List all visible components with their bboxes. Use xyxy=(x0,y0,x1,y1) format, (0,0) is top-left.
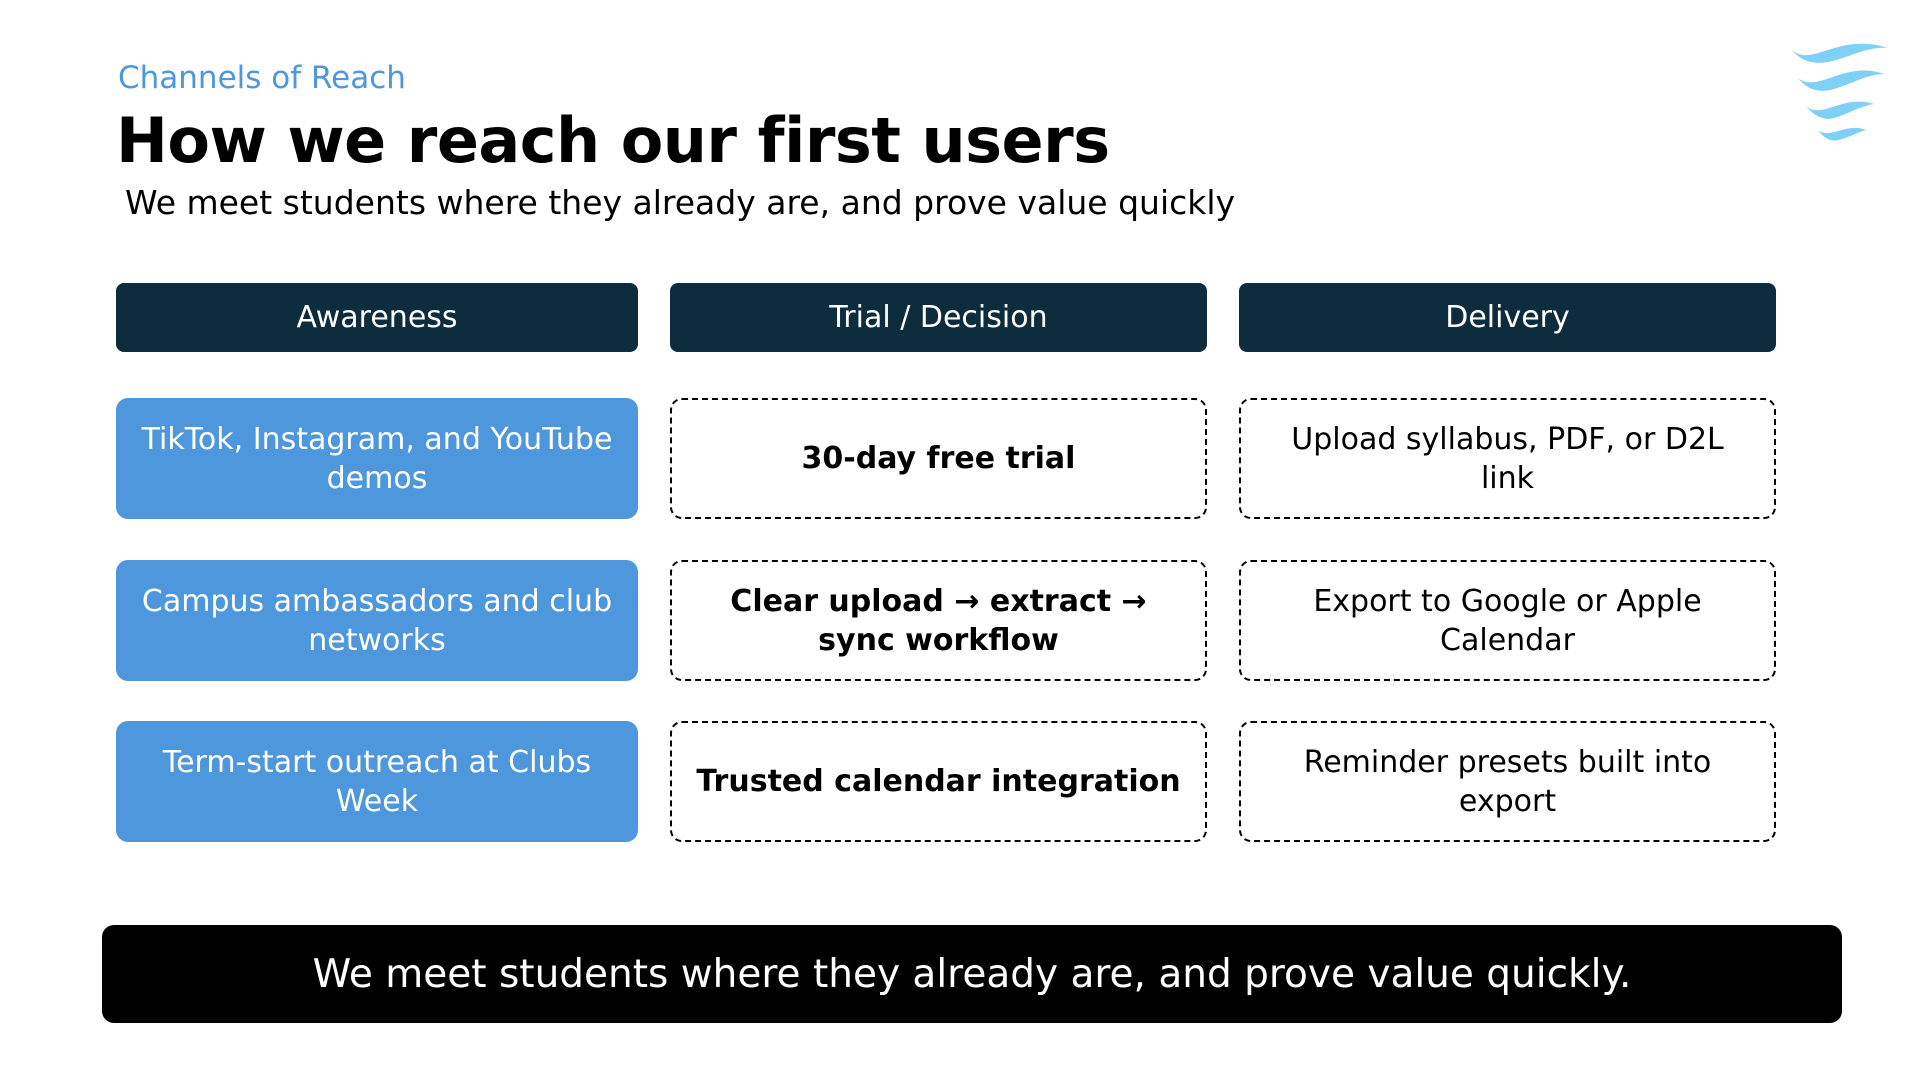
summary-banner: We meet students where they already are, and prove value quickly. xyxy=(102,925,1842,1023)
trial-decision-card: Trusted calendar integration xyxy=(670,721,1207,842)
trial-decision-card: 30-day free trial xyxy=(670,398,1207,519)
column-header-delivery: Delivery xyxy=(1239,283,1776,352)
delivery-card: Upload syllabus, PDF, or D2L link xyxy=(1239,398,1776,519)
delivery-card: Export to Google or Apple Calendar xyxy=(1239,560,1776,681)
delivery-card: Reminder presets built into export xyxy=(1239,721,1776,842)
page-title: How we reach our first users xyxy=(116,104,1110,177)
page-subtitle: We meet students where they already are, and prove value quickly xyxy=(125,183,1236,222)
section-label: Channels of Reach xyxy=(118,60,406,96)
column-header-trial-decision: Trial / Decision xyxy=(670,283,1207,352)
column-header-awareness: Awareness xyxy=(116,283,638,352)
trial-decision-card: Clear upload → extract → sync workflow xyxy=(670,560,1207,681)
wave-lines-icon xyxy=(1788,36,1892,144)
awareness-card: Term-start outreach at Clubs Week xyxy=(116,721,638,842)
awareness-card: Campus ambassadors and club networks xyxy=(116,560,638,681)
awareness-card: TikTok, Instagram, and YouTube demos xyxy=(116,398,638,519)
